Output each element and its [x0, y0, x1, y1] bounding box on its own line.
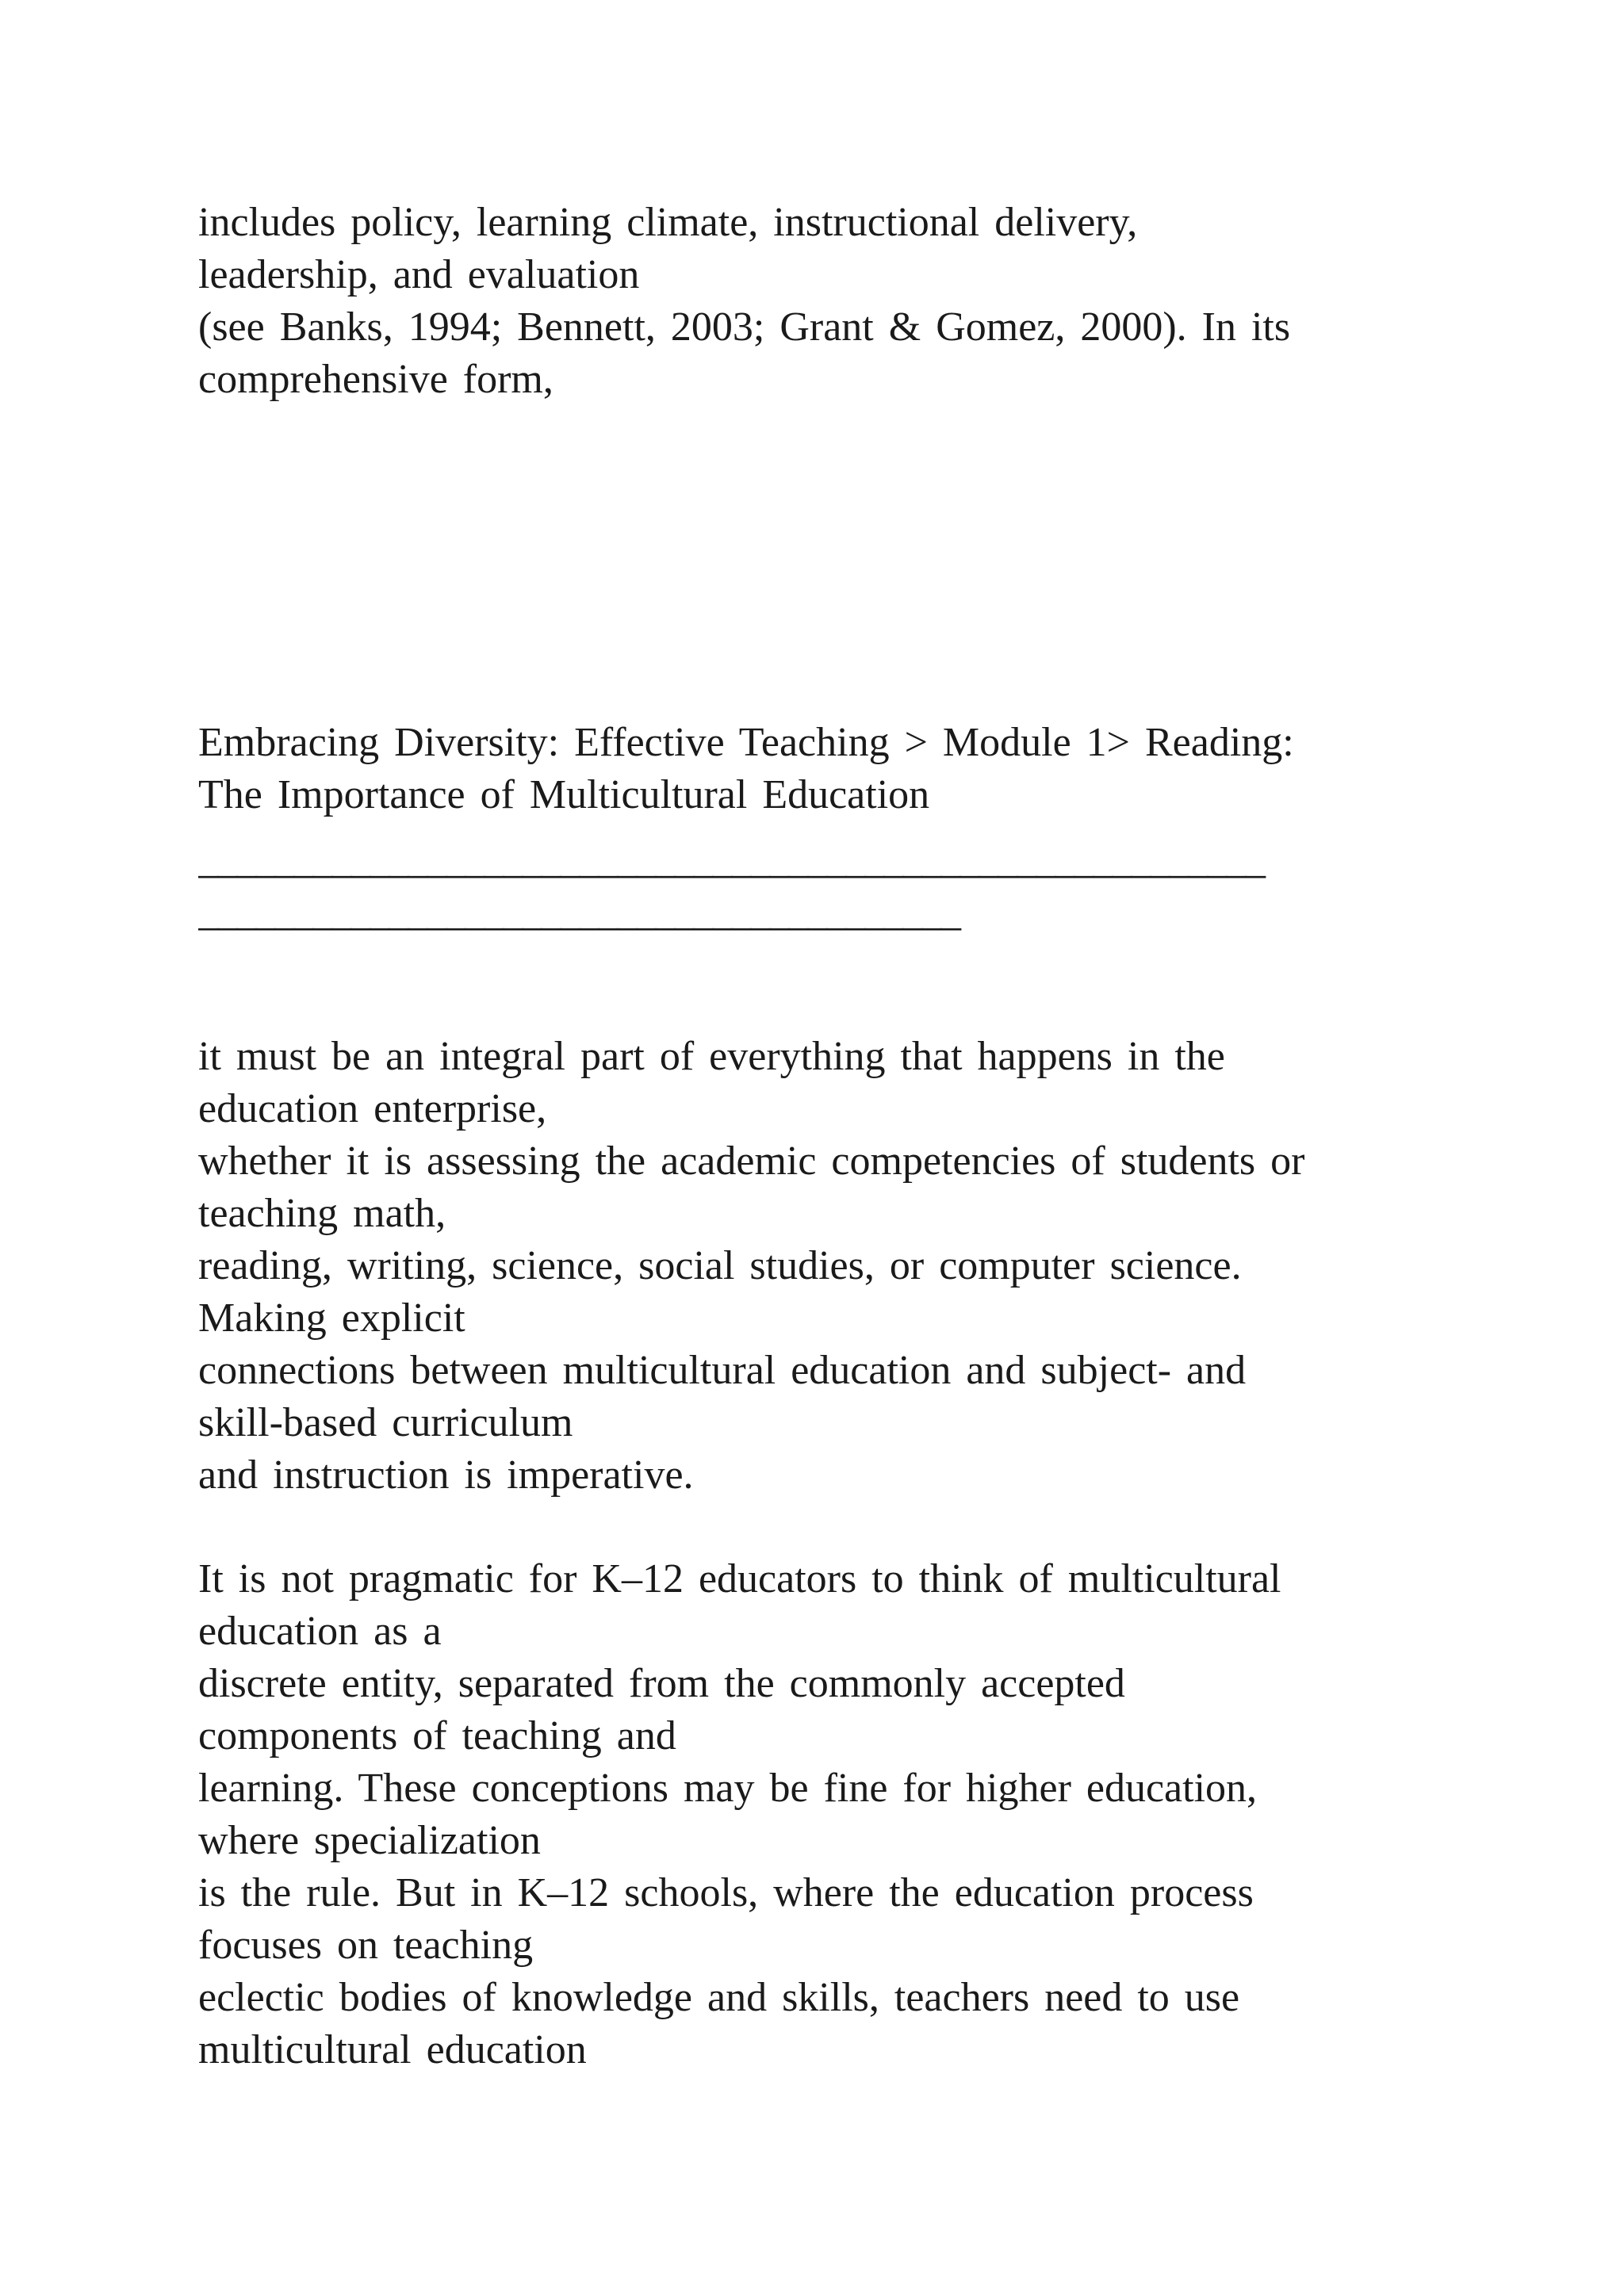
- text-line: components of teaching and: [198, 1713, 676, 1758]
- text-line: learning. These conceptions may be fine for higher education,: [198, 1766, 1258, 1811]
- text-line: connections between multicultural education and subject- and: [198, 1348, 1247, 1393]
- text-line: It is not pragmatic for K–12 educators to think of multicultural: [198, 1556, 1281, 1601]
- text-line: reading, writing, science, social studies, or computer science.: [198, 1243, 1242, 1288]
- rule-line: ________________________________________________________: [198, 837, 1264, 882]
- module-heading: [198, 717, 1610, 821]
- text-line: it must be an integral part of everything that happens in the: [198, 1034, 1225, 1079]
- text-line: discrete entity, separated from the commonly accepted: [198, 1661, 1125, 1706]
- text-line: education enterprise,: [198, 1086, 547, 1131]
- text-line: is the rule. But in K–12 schools, where the education process: [198, 1870, 1254, 1915]
- text-line: multicultural education: [198, 2027, 587, 2072]
- text-line: includes policy, learning climate, instructional delivery,: [198, 200, 1138, 245]
- text-line: comprehensive form,: [198, 357, 553, 402]
- underscore-rule: [198, 834, 1610, 939]
- text-line: education as a: [198, 1609, 442, 1654]
- intro-text: [198, 197, 1610, 406]
- rule-line: ________________________________________: [198, 890, 959, 935]
- paragraph-integral: [198, 1031, 1610, 1502]
- text-line: where specialization: [198, 1818, 541, 1863]
- text-line: (see Banks, 1994; Bennett, 2003; Grant & Gomez, 2000). In its: [198, 304, 1291, 350]
- text-line: teaching math,: [198, 1191, 446, 1236]
- text-line: The Importance of Multicultural Education: [198, 772, 930, 817]
- paragraph-pragmatic: [198, 1553, 1610, 2076]
- text-line: Embracing Diversity: Effective Teaching > Module 1> Reading:: [198, 720, 1294, 765]
- text-line: and instruction is imperative.: [198, 1452, 694, 1498]
- text-line: Making explicit: [198, 1295, 465, 1341]
- text-line: skill-based curriculum: [198, 1400, 573, 1445]
- text-line: leadership, and evaluation: [198, 252, 640, 297]
- text-line: eclectic bodies of knowledge and skills, teachers need to use: [198, 1975, 1240, 2020]
- text-line: focuses on teaching: [198, 1923, 534, 1968]
- text-line: whether it is assessing the academic competencies of students or: [198, 1138, 1305, 1184]
